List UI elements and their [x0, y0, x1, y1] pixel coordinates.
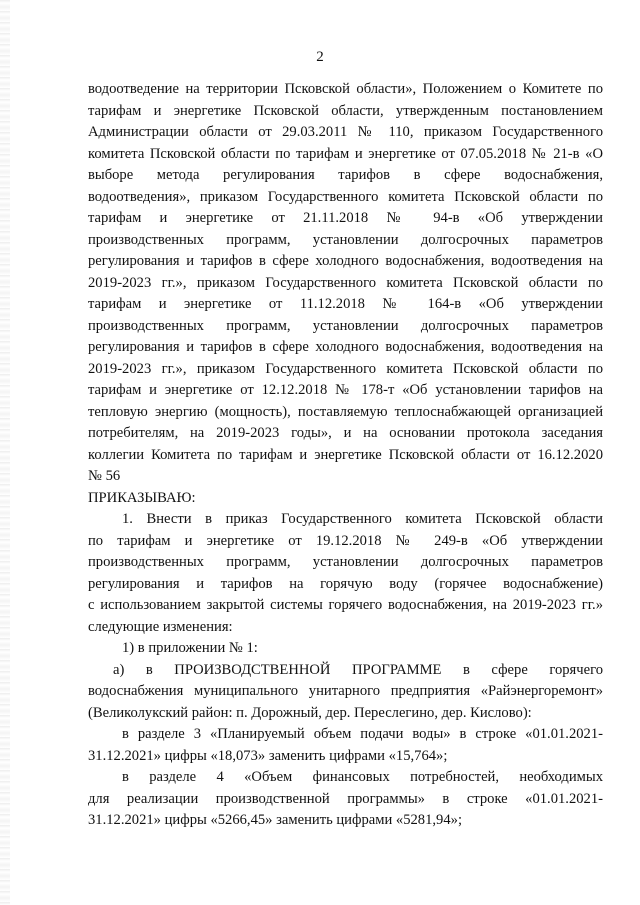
text-line: в разделе 3 «Планируемый объем подачи воды» в строке «01.01.2021- — [122, 726, 603, 742]
text-line: 1. Внести в приказ Государственного комитета Псковской области — [122, 511, 603, 527]
text-line: тарифам и энергетике Псковской области, утвержденным постановлением — [88, 102, 603, 119]
text-line: для реализации производственной программы» в строке «01.01.2021- — [88, 790, 603, 807]
text-line: производственных программ, установлении долгосрочных параметров — [88, 554, 603, 570]
text-line: тарифам и энергетике от 21.11.2018 № 94-в «Об утверждении — [88, 210, 603, 226]
document-body — [88, 79, 603, 832]
text-line: а) в ПРОИЗВОДСТВЕННОЙ ПРОГРАММЕ в сфере горячего — [113, 661, 603, 678]
text-line: следующие изменения: — [88, 618, 233, 635]
text-line: № 56 — [88, 468, 121, 484]
text-line: 2019-2023 гг.», приказом Государственного комитета Псковской области по — [88, 360, 603, 377]
text-line: производственных программ, установлении долгосрочных параметров — [88, 231, 603, 248]
text-line: по тарифам и энергетике от 19.12.2018 № 249-в «Об утверждении — [88, 532, 603, 549]
text-line: в разделе 4 «Объем финансовых потребностей, необходимых — [122, 769, 603, 785]
text-line: Администрации области от 29.03.2011 № 110, приказом Государственного — [88, 124, 603, 140]
text-line: коллегии Комитета по тарифам и энергетике Псковской области от 16.12.2020 — [88, 446, 603, 463]
text-line: водоотведение на территории Псковской области», Положением о Комитете по — [88, 81, 603, 97]
text-line: выборе метода регулирования тарифов в сфере водоснабжения, — [88, 167, 603, 183]
text-line: 31.12.2021» цифры «5266,45» заменить цифрами «5281,94»; — [88, 812, 462, 828]
order-heading: ПРИКАЗЫВАЮ: — [88, 489, 196, 506]
text-line: 2019-2023 гг.», приказом Государственного комитета Псковской области по — [88, 274, 603, 291]
text-line: с использованием закрытой системы горячего водоснабжения, на 2019-2023 гг.» — [88, 597, 603, 613]
text-line: тарифам и энергетике от 11.12.2018 № 164-в «Об утверждении — [88, 296, 603, 312]
page-number: 2 — [316, 49, 324, 65]
text-line: водоотведения», приказом Государственного комитета Псковской области по — [88, 188, 603, 205]
text-line: потребителям, на 2019-2023 годы», и на основании протокола заседания — [88, 425, 603, 441]
text-line: регулирования и тарифов в сфере холодного водоснабжения, водоотведения на — [88, 339, 603, 355]
scan-edge-noise — [0, 0, 10, 905]
text-line: тепловую энергию (мощность), поставляемую теплоснабжающей организацией — [88, 403, 603, 420]
text-line: 1) в приложении № 1: — [122, 640, 258, 656]
text-line: регулирования и тарифов на горячую воду (горячее водоснабжение) — [88, 575, 603, 592]
text-line: водоснабжения муниципального унитарного предприятия «Райэнергоремонт» — [88, 683, 603, 699]
text-line: регулирования и тарифов в сфере холодного водоснабжения, водоотведения на — [88, 253, 603, 269]
text-line: тарифам и энергетике от 12.12.2018 № 178-т «Об установлении тарифов на — [88, 382, 603, 398]
text-line: (Великолукский район: п. Дорожный, дер. Переслегино, дер. Кислово): — [88, 704, 532, 721]
text-line: производственных программ, установлении долгосрочных параметров — [88, 317, 603, 334]
text-line: 31.12.2021» цифры «18,073» заменить цифрами «15,764»; — [88, 747, 448, 764]
text-line: комитета Псковской области по тарифам и энергетике от 07.05.2018 № 21-в «О — [88, 145, 603, 162]
